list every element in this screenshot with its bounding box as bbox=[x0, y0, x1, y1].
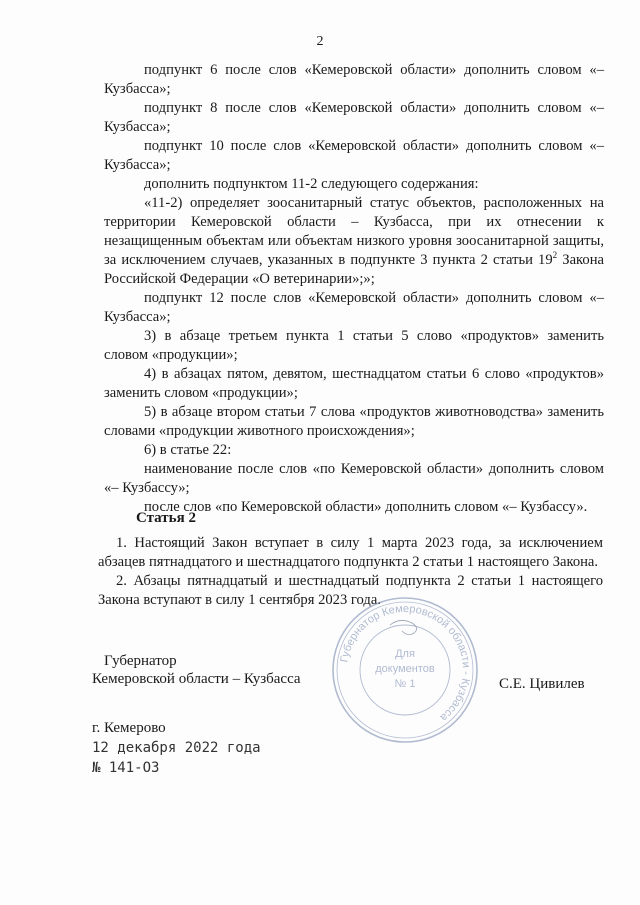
paragraph: 4) в абзацах пятом, девятом, шестнадцатом статьи 6 слово «продуктов» заменить словом «продукции»; bbox=[104, 366, 604, 401]
seal-center-line: № 1 bbox=[394, 678, 416, 690]
city: г. Кемерово bbox=[92, 720, 166, 736]
paragraph-11-2 bbox=[104, 194, 604, 289]
law-number: № 141-ОЗ bbox=[92, 760, 160, 776]
paragraph: 5) в абзаце втором статьи 7 слова «продуктов животноводства» заменить словами «продукции животного происхождения»; bbox=[104, 404, 604, 439]
seal-center-line: документов bbox=[375, 663, 435, 675]
paragraph: подпункт 8 после слов «Кемеровской области» дополнить словом «– Кузбасса»; bbox=[104, 100, 604, 135]
paragraph: подпункт 10 после слов «Кемеровской области» дополнить словом «– Кузбасса»; bbox=[104, 138, 604, 173]
paragraph: после слов «по Кемеровской области» дополнить словом «– Кузбассу». bbox=[144, 499, 588, 515]
governor-region: Кемеровской области – Кузбасса bbox=[92, 671, 301, 687]
handwritten-signature-icon bbox=[390, 620, 417, 634]
law-date: 12 декабря 2022 года bbox=[92, 740, 261, 756]
seal-center-line: Для bbox=[395, 648, 415, 660]
page-number: 2 bbox=[316, 34, 324, 49]
paragraph: наименование после слов «по Кемеровской области» дополнить словом «– Кузбассу»; bbox=[104, 461, 604, 496]
article-item: 1. Настоящий Закон вступает в силу 1 марта 2023 года, за исключением абзацев пятнадцатого и шестнадцатого подпункта 2 статьи 1 настоящего Закона. bbox=[98, 535, 603, 570]
article-item: 2. Абзацы пятнадцатый и шестнадцатый подпункта 2 статьи 1 настоящего Закона вступают в силу 1 сентября 2023 года. bbox=[98, 573, 603, 608]
paragraph: подпункт 6 после слов «Кемеровской области» дополнить словом «– Кузбасса»; bbox=[104, 62, 604, 97]
article-2-heading: Статья 2 bbox=[136, 510, 196, 526]
paragraph-tail: Закона Российской Федерации «О ветеринарии»;»; bbox=[104, 252, 604, 287]
paragraph: подпункт 12 после слов «Кемеровской области» дополнить словом «– Кузбасса»; bbox=[104, 290, 604, 325]
signatory-name: С.Е. Цивилев bbox=[499, 676, 585, 692]
governor-title: Губернатор bbox=[104, 653, 177, 669]
paragraph: 6) в статье 22: bbox=[144, 442, 232, 458]
amendments-body bbox=[104, 61, 604, 517]
footnote-superscript: 2 bbox=[552, 250, 558, 261]
seal-ring-text: Губернатор Кемеровской области - Кузбасса bbox=[338, 602, 473, 724]
paragraph-text: «11-2) определяет зоосанитарный статус объектов, расположенных на территории Кемеровской области – Кузбасса, при их отнесении к незащищенным объектам или объектам низкого уровня зоосанитарной защиты, за исключением случаев, указанных в подпункте 3 пункта 2 статьи 19 bbox=[104, 195, 604, 268]
paragraph: дополнить подпунктом 11-2 следующего содержания: bbox=[144, 176, 479, 192]
paragraph: 3) в абзаце третьем пункта 1 статьи 5 слово «продуктов» заменить словом «продукции»; bbox=[104, 328, 604, 363]
official-seal-icon bbox=[330, 595, 480, 745]
